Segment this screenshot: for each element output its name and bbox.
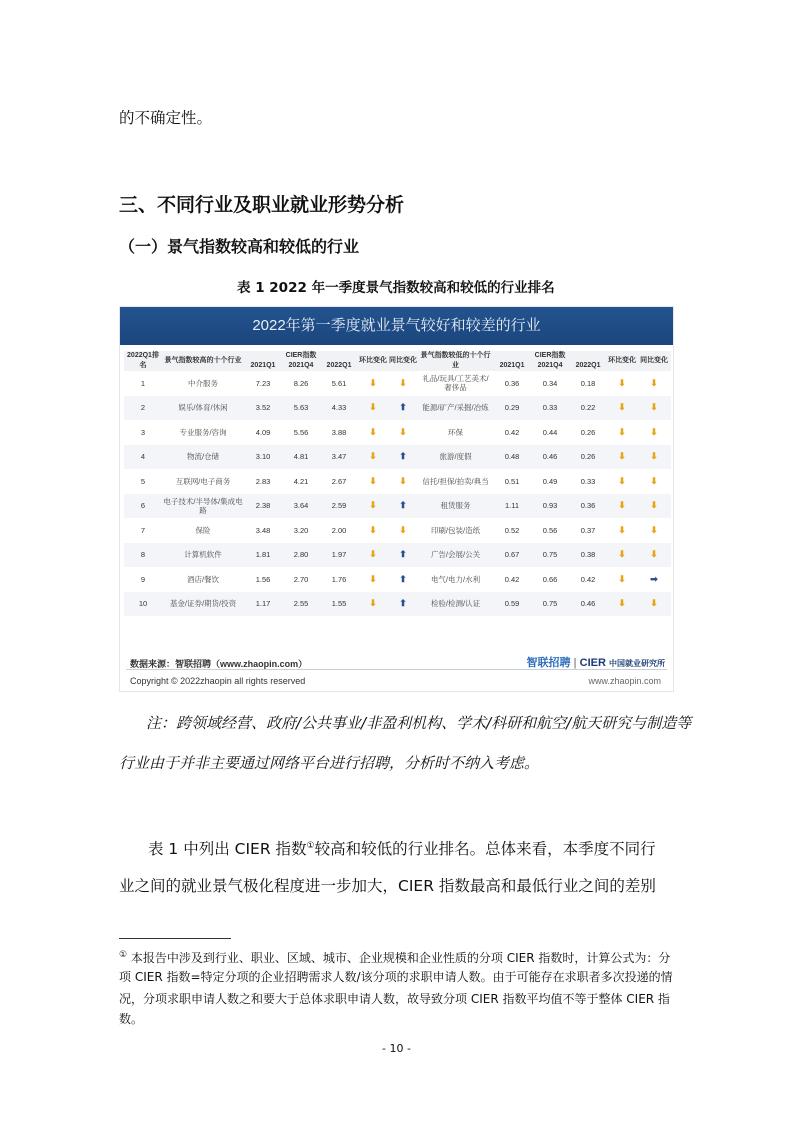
cier-2021q4-cell: 3.64 [282,494,320,519]
qoq-arrow-cell [607,543,637,568]
yoy-arrow-cell [637,396,671,421]
figure-site: www.zhaopin.com [588,676,661,686]
cier-2021q1-cell: 0.48 [493,445,531,470]
arrow-down-icon: ⬇ [650,475,658,486]
yoy-arrow-cell [388,420,418,445]
qoq-arrow-cell [607,420,637,445]
yoy-arrow-cell [637,567,671,592]
table-row [124,518,671,543]
rank-cell: 10 [124,592,162,617]
yoy-arrow-cell [388,518,418,543]
header-2021q1: 2021Q1 [244,361,282,371]
cier-2021q4-cell: 0.44 [542,427,558,437]
yoy-arrow-cell [388,469,418,494]
high-industry-cell: 中介服务 [188,378,218,388]
yoy-arrow-cell [637,518,671,543]
figure-copyright: Copyright © 2022zhaopin all rights reserved [130,676,306,686]
cier-2021q1-cell: 1.17 [244,592,282,617]
cier-2021q1-cell: 0.52 [504,525,520,535]
header-cier-index: CIER指数 [493,351,607,361]
cier-2021q4-cell: 0.34 [542,378,558,388]
high-industry-cell: 物流/仓储 [162,445,244,470]
arrow-down-icon: ⬇ [399,475,407,486]
page-number: - 10 - [382,1042,411,1055]
figure-logos: 智联招聘 | CIER 中国就业研究所 [526,657,665,669]
arrow-down-icon: ⬇ [618,426,626,437]
cier-2021q1-cell: 1.56 [255,574,271,584]
yoy-arrow-cell [388,494,418,519]
cier-2022q1-cell: 0.18 [580,378,596,388]
cier-2021q4-cell: 0.75 [531,592,569,617]
header-low-industry: 景气指数较低的十个行业 [418,351,493,371]
high-industry-cell: 酒店/餐饮 [186,574,220,584]
arrow-up-icon: ⬆ [399,598,407,609]
cier-2021q4-cell: 2.70 [293,574,309,584]
qoq-arrow-cell [607,592,637,617]
figure-source: 数据来源：智联招聘（www.zhaopin.com） [130,659,308,669]
table-row [124,396,671,421]
yoy-arrow-cell [637,445,671,470]
cier-2021q4-cell: 2.55 [282,592,320,617]
yoy-arrow-cell [388,396,418,421]
cier-2021q1-cell: 0.42 [504,574,520,584]
header-yoy: 同比变化 [388,351,418,371]
cier-2021q4-cell: 0.46 [531,445,569,470]
arrow-down-icon: ⬇ [618,500,626,511]
table-row [124,371,671,396]
table-row [124,567,671,592]
yoy-arrow-cell [388,592,418,617]
high-industry-cell: 娱乐/体育/休闲 [162,396,244,421]
arrow-down-icon: ⬇ [369,500,377,511]
figure-banner: 2022年第一季度就业景气较好和较差的行业 [120,307,673,345]
cier-2022q1-cell: 2.00 [331,525,347,535]
yoy-arrow-cell [637,420,671,445]
qoq-arrow-cell [358,592,388,617]
cier-2022q1-cell: 1.55 [320,592,358,617]
yoy-arrow-cell [388,445,418,470]
footnote-marker: ① [119,950,128,960]
table-caption: 表 1 2022 年一季度景气指数较高和较低的行业排名 [237,280,555,296]
body-text-segment: 表 1 中列出 CIER 指数 [148,840,307,859]
high-industry-cell: 计算机软件 [162,543,244,568]
header-2021q4: 2021Q4 [531,361,569,371]
rank-cell: 8 [124,543,162,568]
cier-2021q1-cell: 3.52 [244,396,282,421]
header-high-industry: 景气指数较高的十个行业 [162,351,244,371]
qoq-arrow-cell [358,567,388,592]
footnote-line: 项 CIER 指数=特定分项的企业招聘需求人数/该分项的求职申请人数。由于可能存在求职者多次投递的情 [119,970,673,984]
arrow-up-icon: ⬆ [399,402,407,413]
table-figure-image [119,306,674,692]
cier-2022q1-cell: 0.46 [569,592,607,617]
qoq-arrow-cell [607,396,637,421]
table-row [124,592,671,617]
cier-2021q4-cell: 5.56 [293,427,309,437]
low-industry-cell: 电气/电力/水利 [430,574,481,584]
arrow-down-icon: ⬇ [618,524,626,535]
arrow-up-icon: ⬆ [399,573,407,584]
arrow-down-icon: ⬇ [369,524,377,535]
zhaopin-logo: 智联招聘 [526,657,571,669]
rank-cell: 7 [140,525,146,535]
high-industry-cell: 基金/证券/期货/投资 [162,592,244,617]
cier-2021q4-cell: 0.49 [542,476,558,486]
cier-2021q4-cell: 2.80 [282,543,320,568]
arrow-down-icon: ⬇ [369,598,377,609]
low-industry-cell: 礼品/玩具/工艺美术/奢侈品 [422,374,489,393]
cier-2022q1-cell: 0.42 [580,574,596,584]
low-industry-cell: 广告/会展/公关 [418,543,493,568]
header-2021q4: 2021Q4 [282,361,320,371]
arrow-up-icon: ⬆ [399,451,407,462]
table-note-line: 行业由于并非主要通过网络平台进行招聘，分析时不纳入考虑。 [119,754,540,772]
cier-2022q1-cell: 3.47 [320,445,358,470]
cier-2021q4-cell: 3.20 [293,525,309,535]
cier-2021q1-cell: 0.29 [493,396,531,421]
high-industry-cell: 电子技术/半导体/集成电路 [162,494,244,519]
cier-2021q1-cell: 3.10 [244,445,282,470]
qoq-arrow-cell [358,420,388,445]
yoy-arrow-cell [388,371,418,396]
arrow-down-icon: ⬇ [618,402,626,413]
arrow-down-icon: ⬇ [650,598,658,609]
qoq-arrow-cell [607,445,637,470]
arrow-down-icon: ⬇ [650,500,658,511]
cier-2021q1-cell: 0.51 [504,476,520,486]
cier-2021q4-cell: 4.21 [293,476,309,486]
qoq-arrow-cell [358,371,388,396]
arrow-flat-icon: ➡ [650,573,658,584]
qoq-arrow-cell [607,371,637,396]
yoy-arrow-cell [637,543,671,568]
qoq-arrow-cell [358,445,388,470]
arrow-up-icon: ⬆ [399,500,407,511]
cier-2021q1-cell: 1.81 [244,543,282,568]
industry-ranking-table [124,351,671,616]
low-industry-cell: 能源/矿产/采掘/冶炼 [418,396,493,421]
rank-cell: 1 [140,378,146,388]
low-industry-cell: 租赁服务 [418,494,493,519]
table-row [124,420,671,445]
arrow-down-icon: ⬇ [650,377,658,388]
cier-2022q1-cell: 0.26 [580,427,596,437]
figure-divider [126,669,667,670]
cier-2021q4-cell: 5.63 [282,396,320,421]
arrow-down-icon: ⬇ [650,524,658,535]
arrow-down-icon: ⬇ [618,598,626,609]
arrow-down-icon: ⬇ [369,451,377,462]
cier-2022q1-cell: 4.33 [320,396,358,421]
cier-2022q1-cell: 2.67 [331,476,347,486]
arrow-down-icon: ⬇ [369,426,377,437]
cier-2022q1-cell: 1.97 [320,543,358,568]
yoy-arrow-cell [637,494,671,519]
qoq-arrow-cell [358,543,388,568]
cier-2022q1-cell: 5.61 [331,378,347,388]
cier-2021q4-cell: 0.75 [531,543,569,568]
body-text-line [148,836,656,859]
cier-2022q1-cell: 0.38 [569,543,607,568]
qoq-arrow-cell [607,469,637,494]
rank-cell: 5 [140,476,146,486]
arrow-down-icon: ⬇ [369,377,377,388]
arrow-down-icon: ⬇ [618,377,626,388]
cier-2021q1-cell: 7.23 [255,378,271,388]
yoy-arrow-cell [388,543,418,568]
arrow-down-icon: ⬇ [618,549,626,560]
low-industry-cell: 旅游/度假 [418,445,493,470]
header-2022q1: 2022Q1 [569,361,607,371]
header-2022q1: 2022Q1 [320,361,358,371]
yoy-arrow-cell [637,592,671,617]
yoy-arrow-cell [388,567,418,592]
high-industry-cell: 专业服务/咨询 [179,427,227,437]
footnote-text: 本报告中涉及到行业、职业、区域、城市、企业规模和企业性质的分项 CIER 指数时，计算公式为：分 [130,951,671,965]
header-qoq: 环比变化 [358,351,388,371]
yoy-arrow-cell [637,371,671,396]
cier-2022q1-cell: 0.37 [580,525,596,535]
high-industry-cell: 保险 [195,525,211,535]
cier-2021q1-cell: 3.48 [255,525,271,535]
header-2021q1: 2021Q1 [493,361,531,371]
rank-cell: 6 [124,494,162,519]
cier-logo: CIER [579,657,606,669]
footnote-line: 况，分项求职申请人数之和要大于总体求职申请人数，故导致分项 CIER 指数平均值不等于整体 CIER 指 [119,992,670,1006]
rank-cell: 4 [124,445,162,470]
arrow-down-icon: ⬇ [399,426,407,437]
table-row [124,543,671,568]
cier-2022q1-cell: 1.76 [331,574,347,584]
cier-2022q1-cell: 0.22 [569,396,607,421]
yoy-arrow-cell [637,469,671,494]
qoq-arrow-cell [358,396,388,421]
arrow-up-icon: ⬆ [399,549,407,560]
arrow-down-icon: ⬇ [399,524,407,535]
body-text-segment: 较高和较低的行业排名。总体来看，本季度不同行 [314,840,656,859]
arrow-down-icon: ⬇ [369,475,377,486]
body-text-line: 业之间的就业景气极化程度进一步加大，CIER 指数最高和最低行业之间的差别 [119,877,656,895]
arrow-down-icon: ⬇ [399,377,407,388]
cier-2022q1-cell: 0.26 [569,445,607,470]
body-text-line: 的不确定性。 [119,109,213,127]
header-cier-index: CIER指数 [244,351,358,361]
arrow-down-icon: ⬇ [618,475,626,486]
qoq-arrow-cell [607,567,637,592]
cier-2021q1-cell: 4.09 [255,427,271,437]
cier-2022q1-cell: 3.88 [331,427,347,437]
qoq-arrow-cell [358,518,388,543]
rank-cell: 2 [124,396,162,421]
high-industry-cell: 互联网/电子商务 [175,476,231,486]
qoq-arrow-cell [358,469,388,494]
arrow-down-icon: ⬇ [618,573,626,584]
figure-footer [120,649,673,693]
cier-2021q4-cell: 0.56 [542,525,558,535]
cier-2022q1-cell: 0.36 [569,494,607,519]
low-industry-cell: 环保 [448,427,464,437]
qoq-arrow-cell [607,518,637,543]
qoq-arrow-cell [607,494,637,519]
cier-2021q1-cell: 2.38 [244,494,282,519]
footnote-separator [119,938,231,939]
rank-cell: 9 [140,574,146,584]
sub-heading: （一）景气指数较高和较低的行业 [119,237,360,256]
cier-logo-subtitle: 中国就业研究所 [609,659,665,668]
cier-2021q4-cell: 0.66 [542,574,558,584]
arrow-down-icon: ⬇ [650,426,658,437]
arrow-down-icon: ⬇ [369,573,377,584]
arrow-down-icon: ⬇ [650,549,658,560]
table-row [124,494,671,519]
cier-2021q4-cell: 0.93 [531,494,569,519]
arrow-down-icon: ⬇ [618,451,626,462]
cier-2022q1-cell: 2.59 [320,494,358,519]
rank-cell: 3 [140,427,146,437]
cier-2021q1-cell: 0.36 [504,378,520,388]
cier-2021q4-cell: 4.81 [282,445,320,470]
cier-2021q1-cell: 2.83 [255,476,271,486]
qoq-arrow-cell [358,494,388,519]
low-industry-cell: 印刷/包装/造纸 [430,525,481,535]
arrow-down-icon: ⬇ [369,549,377,560]
low-industry-cell: 检验/检测/认证 [418,592,493,617]
table-note-line: 注：跨领域经营、政府/公共事业/非盈利机构、学术/科研和航空/航天研究与制造等 [146,714,692,732]
footnote-line: 数。 [119,1012,144,1026]
cier-2021q1-cell: 0.67 [493,543,531,568]
header-qoq: 环比变化 [607,351,637,371]
section-heading: 三、不同行业及职业就业形势分析 [119,194,405,216]
arrow-down-icon: ⬇ [650,451,658,462]
low-industry-cell: 信托/担保/拍卖/典当 [422,476,489,486]
footnote-reference: ① [306,841,315,851]
cier-2021q1-cell: 0.59 [493,592,531,617]
cier-2021q1-cell: 1.11 [493,494,531,519]
arrow-down-icon: ⬇ [369,402,377,413]
cier-2021q1-cell: 0.42 [504,427,520,437]
cier-2022q1-cell: 0.33 [580,476,596,486]
cier-2021q4-cell: 0.33 [531,396,569,421]
arrow-down-icon: ⬇ [650,402,658,413]
header-yoy: 同比变化 [637,351,671,371]
table-row [124,445,671,470]
cier-2021q4-cell: 8.26 [293,378,309,388]
header-rank: 2022Q1排名 [124,351,162,371]
table-row [124,469,671,494]
